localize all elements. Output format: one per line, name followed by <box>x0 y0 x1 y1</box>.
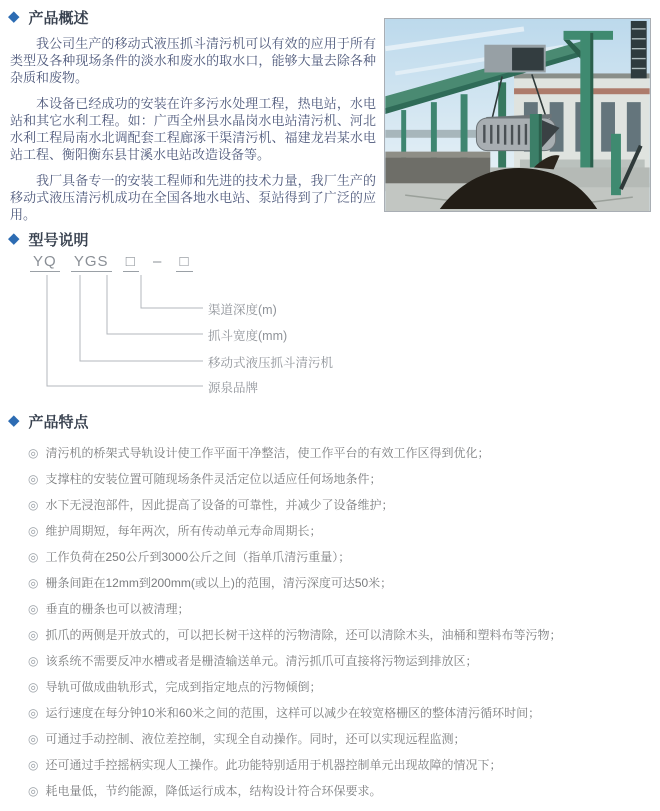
feature-text: 维护周期短，每年两次，所有传动单元寿命周期长； <box>45 524 322 538</box>
model-section <box>8 229 654 409</box>
features-heading-text: 产品特点 <box>28 414 89 431</box>
diamond-icon: ◆ <box>8 412 20 429</box>
ring-bullet-icon: ◎ <box>28 628 39 642</box>
ring-bullet-icon: ◎ <box>28 654 39 668</box>
ring-bullet-icon: ◎ <box>28 602 39 616</box>
feature-text: 水下无浸泡部件，因此提高了设备的可靠性，并减少了设备维护； <box>45 498 394 512</box>
feature-item <box>28 577 654 591</box>
feature-text: 工作负荷在250公斤到3000公斤之间（指单爪清污重量）； <box>45 550 351 564</box>
feature-item <box>28 785 654 799</box>
ring-bullet-icon: ◎ <box>28 472 39 486</box>
feature-item <box>28 707 654 721</box>
model-code-brand: YQ <box>30 253 60 272</box>
features-section <box>8 411 654 811</box>
ring-bullet-icon: ◎ <box>28 446 39 460</box>
ring-bullet-icon: ◎ <box>28 758 39 772</box>
feature-item <box>28 473 654 487</box>
ring-bullet-icon: ◎ <box>28 784 39 798</box>
feature-text: 运行速度在每分钟10米和60米之间的范围，这样可以减少在较宽格栅区的整体清污循环时间； <box>45 706 541 720</box>
model-code-box2: □ <box>176 253 192 272</box>
feature-item <box>28 525 654 539</box>
overview-paragraph-1: 我公司生产的移动式液压抓斗清污机可以有效的应用于所有类型及各种现场条件的淡水和废水的取水口，能够大量去除各种杂质和废物。 <box>10 36 376 85</box>
ring-bullet-icon: ◎ <box>28 498 39 512</box>
feature-item <box>28 447 654 461</box>
feature-item <box>28 603 654 617</box>
feature-text: 耗电量低，节约能源，降低运行成本，结构设计符合环保要求。 <box>45 784 382 798</box>
feature-text: 该系统不需要反冲水槽或者是栅渣输送单元。清污抓爪可直接将污物运到排放区； <box>45 654 478 668</box>
features-list <box>8 447 654 799</box>
diamond-icon: ◆ <box>8 8 20 25</box>
overview-heading-text: 产品概述 <box>28 10 89 27</box>
model-heading <box>8 229 654 250</box>
overview-section <box>8 7 654 232</box>
feature-text: 可通过手动控制、液位差控制，实现全自动操作。同时，还可以实现远程监测； <box>45 732 466 746</box>
feature-item <box>28 759 654 773</box>
feature-text: 垂直的栅条也可以被清理； <box>45 602 190 616</box>
feature-item <box>28 551 654 565</box>
feature-item <box>28 499 654 513</box>
ring-bullet-icon: ◎ <box>28 524 39 538</box>
ring-bullet-icon: ◎ <box>28 576 39 590</box>
overview-paragraph-2: 本设备已经成功的安装在许多污水处理工程，热电站，水电站和其它水利工程。如：广西全州县水晶岗水电站清污机、河北水利工程局南水北调配套工程廊涿干渠清污机、福建龙岩某水电站工程、衡阳衡东县甘溪水电站改造设备等。 <box>10 96 376 162</box>
model-label-channel-depth: 渠道深度(m) <box>208 303 277 317</box>
feature-text: 导轨可做成曲轨形式，完成到指定地点的污物倾倒； <box>45 680 322 694</box>
product-photo <box>384 18 651 212</box>
product-photo-image <box>385 19 650 211</box>
features-heading <box>8 411 654 432</box>
feature-item <box>28 629 654 643</box>
feature-text: 栅条间距在12mm到200mm(或以上)的范围，清污深度可达50米； <box>45 576 393 590</box>
model-code-series: YGS <box>71 253 112 272</box>
feature-text: 支撑柱的安装位置可随现场条件灵活定位以适应任何场地条件； <box>45 472 382 486</box>
feature-item <box>28 733 654 747</box>
ring-bullet-icon: ◎ <box>28 550 39 564</box>
model-label-brand: 源泉品牌 <box>208 381 259 395</box>
ring-bullet-icon: ◎ <box>28 680 39 694</box>
ring-bullet-icon: ◎ <box>28 706 39 720</box>
model-heading-text: 型号说明 <box>28 232 89 249</box>
feature-text: 还可通过手控摇柄实现人工操作。此功能特别适用于机器控制单元出现故障的情况下； <box>45 758 502 772</box>
feature-text: 抓爪的两侧是开放式的，可以把长树干这样的污物清除，还可以清除木头，油桶和塑料布等污物； <box>45 628 562 642</box>
diamond-icon: ◆ <box>8 230 20 247</box>
feature-item <box>28 681 654 695</box>
model-code <box>30 253 199 272</box>
feature-text: 清污机的桥架式导轨设计使工作平面干净整洁，使工作平台的有效工作区得到优化； <box>45 446 490 460</box>
model-code-dash: – <box>152 253 163 270</box>
overview-text <box>8 35 376 223</box>
overview-paragraph-3: 我厂具备专一的安装工程师和先进的技术力量，我厂生产的移动式液压清污机成功在全国各地水电站、泵站得到了广泛的应用。 <box>10 173 376 222</box>
model-label-grab-width: 抓斗宽度(mm) <box>208 329 288 343</box>
ring-bullet-icon: ◎ <box>28 732 39 746</box>
model-label-machine-type: 移动式液压抓斗清污机 <box>208 356 334 370</box>
feature-item <box>28 655 654 669</box>
model-code-box1: □ <box>123 253 139 272</box>
